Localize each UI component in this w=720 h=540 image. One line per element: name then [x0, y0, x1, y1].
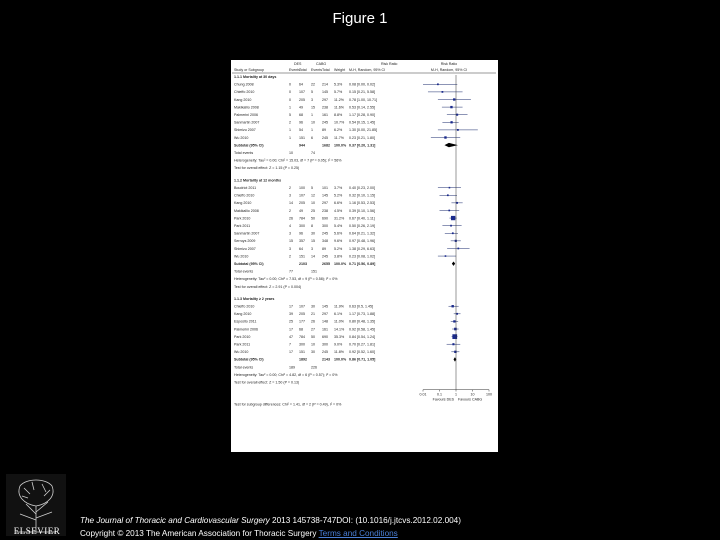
risk-ratio-ci: 1.17 [0.28, 0.90]	[349, 113, 375, 117]
total-des: 205	[299, 97, 305, 102]
axis-tick-label: 1	[455, 392, 457, 397]
point-estimate	[444, 136, 446, 138]
weight: 5.3%	[334, 82, 343, 87]
study-name: Park 2010	[234, 216, 251, 221]
events-cabg: 5	[311, 185, 313, 190]
events-des: 3	[289, 246, 291, 251]
events-cabg: 8	[311, 223, 313, 228]
events-cabg: 27	[311, 327, 315, 332]
events-cabg: 1	[311, 113, 313, 117]
events-cabg: 15	[311, 105, 315, 110]
study-name: Palmerini 2006	[234, 113, 258, 117]
total-des: 784	[299, 216, 305, 221]
risk-ratio-ci: 0.84 [0.54, 1.24]	[349, 334, 375, 339]
events-cabg: 10	[311, 120, 315, 125]
weight: 4.5%	[334, 208, 343, 213]
header-total1: Total	[299, 68, 307, 72]
events-des: 0	[289, 90, 291, 95]
events-cabg: 10	[311, 342, 315, 347]
axis-tick-label: 10	[470, 392, 475, 397]
total-cabg: 89	[322, 246, 326, 251]
risk-ratio-ci: 0.64 [0.21, 1.32]	[349, 231, 375, 236]
axis-tick-label: 0.1	[437, 392, 442, 397]
events-cabg: 3	[311, 246, 313, 251]
header-events1: Events	[289, 68, 300, 72]
weight: 5.7%	[334, 90, 343, 95]
risk-ratio-ci: 0.97 [0.48, 1.96]	[349, 239, 375, 244]
events-des: 3	[289, 231, 291, 236]
study-name: Chieffo 2010	[234, 90, 255, 95]
total-events-label: Total events	[234, 269, 254, 274]
point-estimate	[457, 248, 459, 250]
total-des: 64	[299, 82, 303, 87]
point-estimate	[457, 129, 459, 131]
study-name: Esposito 2011	[234, 319, 257, 324]
header-rr-plot: Risk Ratio	[440, 62, 458, 66]
point-estimate	[449, 187, 451, 189]
point-estimate	[456, 114, 458, 116]
events-des: 47	[289, 334, 293, 339]
study-name: Sanmartin 2007	[234, 231, 260, 236]
total-cabg: 145	[322, 193, 328, 198]
study-name: Wu 2010	[234, 254, 249, 259]
weight: 6.2%	[334, 128, 343, 133]
risk-ratio-ci: 0.53 [0.14, 2.55]	[349, 105, 375, 110]
total-events-label: Total events	[234, 365, 254, 370]
events-des: 3	[289, 193, 291, 198]
total-des: 68	[299, 113, 303, 117]
total-events-des: 189	[289, 365, 295, 370]
total-cabg: 238	[322, 208, 328, 213]
weight: 6.6%	[334, 201, 343, 206]
total-cabg: 145	[322, 304, 328, 309]
events-cabg: 5	[311, 90, 313, 95]
events-des: 0	[289, 97, 291, 102]
forest-plot-svg	[231, 60, 498, 452]
subgroup-label: 1.1.1 Mortality at 30 days	[234, 75, 277, 79]
weight: 9.6%	[334, 239, 343, 244]
subtotal-ci: 0.86 [0.71, 1.05]	[349, 357, 376, 362]
subgroup-label: 1.1.2 Mortality at 12 months	[234, 178, 282, 183]
weight: 9.0%	[334, 342, 343, 347]
study-name: Kang 2010	[234, 97, 252, 102]
risk-ratio-ci: 0.39 [0.10, 1.56]	[349, 208, 375, 213]
risk-ratio-ci: 0.32 [0.10, 1.15]	[349, 193, 375, 198]
total-des: 100	[299, 185, 305, 190]
risk-ratio-ci: 0.67 [0.40, 1.11]	[349, 216, 375, 221]
events-cabg: 10	[311, 201, 315, 206]
total-cabg: 245	[322, 350, 328, 355]
events-cabg: 50	[311, 216, 315, 221]
point-estimate	[445, 255, 447, 257]
study-name: Makikallio 2008	[234, 105, 259, 110]
events-cabg: 3	[311, 97, 313, 102]
point-estimate	[447, 194, 449, 196]
subtotal-total-des: 944	[299, 143, 305, 148]
risk-ratio-ci: 0.63 [0.5, 1.45]	[349, 304, 373, 309]
events-des: 5	[289, 113, 291, 117]
events-des: 17	[289, 350, 293, 355]
events-cabg: 30	[311, 350, 315, 355]
axis-label-left: Favours DES	[432, 397, 454, 402]
point-estimate	[452, 334, 457, 339]
events-des: 2	[289, 120, 291, 125]
header-study: Study or Subgroup	[234, 68, 264, 72]
weight: 5.2%	[334, 246, 343, 251]
risk-ratio-ci: 1.30 [0.00, 21.85]	[349, 128, 377, 133]
events-cabg: 22	[311, 82, 315, 87]
events-cabg: 12	[311, 193, 315, 198]
point-estimate	[451, 216, 455, 220]
subtotal-weight: 100.0%	[334, 261, 347, 266]
weight: 3.8%	[334, 254, 343, 259]
subtotal-weight: 100.0%	[334, 357, 347, 362]
risk-ratio-ci: 0.08 [0.00, 0.02]	[349, 82, 375, 87]
total-des: 49	[299, 208, 303, 213]
study-name: Wu 2010	[234, 135, 249, 140]
study-name: Chieffo 2010	[234, 304, 255, 309]
citation-block	[80, 514, 710, 540]
events-cabg: 14	[311, 254, 315, 259]
axis-label-right: Favours CABG	[458, 397, 483, 402]
risk-ratio-ci: 0.78 [1.00, 10.71]	[349, 97, 377, 102]
study-name: Park 2010	[234, 334, 251, 339]
events-des: 0	[289, 82, 291, 87]
point-estimate	[452, 343, 454, 345]
weight: 5.2%	[334, 193, 343, 198]
study-name: Chieffo 2010	[234, 193, 255, 198]
events-cabg: 21	[311, 312, 315, 317]
risk-ratio-ci: 0.70 [0.27, 1.81]	[349, 342, 375, 347]
point-estimate	[452, 232, 454, 234]
study-name: Park 2011	[234, 223, 251, 228]
total-des: 151	[299, 135, 305, 140]
total-events-des: 10	[289, 151, 293, 155]
study-name: Serruys 2009	[234, 239, 256, 244]
subtotal-label: Subtotal (95% CI)	[234, 357, 264, 362]
total-cabg: 245	[322, 254, 328, 259]
terms-link[interactable]: Terms and Conditions	[318, 529, 398, 538]
study-name: Kang 2010	[234, 312, 252, 317]
events-des: 2	[289, 254, 291, 259]
subtotal-ci: 0.71 [0.56, 0.89]	[349, 261, 376, 266]
weight: 5.4%	[334, 223, 343, 228]
weight: 5.6%	[334, 231, 343, 236]
total-cabg: 245	[322, 120, 328, 125]
total-des: 54	[299, 128, 303, 133]
subtotal-total-cabg: 1682	[322, 143, 330, 148]
total-des: 300	[299, 342, 305, 347]
point-estimate	[454, 328, 457, 331]
total-des: 205	[299, 312, 305, 317]
header-plot-sub: M-H, Random, 95% CI	[430, 68, 468, 72]
total-cabg: 101	[322, 185, 328, 190]
header-group2: CABG	[316, 62, 327, 66]
study-name: Palmerini 2006	[234, 327, 258, 332]
total-cabg: 245	[322, 135, 328, 140]
overall-effect-text: Test for overall effect: Z = 2.91 (P = 0.004)	[234, 284, 302, 289]
point-estimate	[450, 121, 452, 123]
axis-tick-label: 100	[486, 392, 492, 397]
total-cabg: 297	[322, 97, 328, 102]
events-des: 1	[289, 135, 291, 140]
events-des: 2	[289, 208, 291, 213]
weight: 11.7%	[334, 135, 344, 140]
risk-ratio-ci: 0.92 [0.52, 1.60]	[349, 350, 375, 355]
risk-ratio-ci: 0.15 [0.21, 5.58]	[349, 90, 375, 95]
study-name: Kang 2010	[234, 201, 252, 206]
weight: 31.2%	[334, 216, 345, 221]
total-des: 96	[299, 120, 303, 125]
total-cabg: 297	[322, 312, 328, 317]
total-cabg: 690	[322, 216, 328, 221]
weight: 11.0%	[334, 319, 344, 324]
heterogeneity-text: Heterogeneity: Tau² = 0.00; Chi² = 7.53, df = 9 (P = 0.58); I² = 0%	[234, 277, 338, 282]
point-estimate	[456, 313, 458, 315]
subtotal-diamond	[452, 261, 455, 265]
events-des: 39	[289, 312, 293, 317]
forest-plot-figure	[231, 60, 498, 452]
risk-ratio-ci: 0.50 [0.26, 2.19]	[349, 223, 375, 228]
events-cabg: 1	[311, 128, 313, 133]
total-des: 300	[299, 223, 305, 228]
total-events-cabg: 226	[311, 365, 317, 370]
total-des: 357	[299, 239, 305, 244]
total-des: 151	[299, 254, 305, 259]
total-events-cabg: 151	[311, 269, 317, 274]
heterogeneity-text: Heterogeneity: Tau² = 0.00; Chi² = 15.03, df = 7 (P = 0.05); I² = 56%	[234, 158, 342, 163]
axis-tick-label: 0.01	[419, 392, 427, 397]
weight: 11.2%	[334, 97, 344, 102]
events-des: 1	[289, 105, 291, 110]
point-estimate	[456, 202, 458, 204]
risk-ratio-ci: 1.38 [0.29, 6.63]	[349, 246, 375, 251]
total-cabg: 297	[322, 201, 328, 206]
events-cabg: 25	[311, 208, 315, 213]
total-cabg: 300	[322, 223, 328, 228]
study-name: Makikallio 2008	[234, 208, 259, 213]
subtotal-weight: 100.0%	[334, 143, 347, 148]
total-cabg: 161	[322, 327, 328, 332]
events-des: 7	[289, 342, 291, 347]
weight: 11.9%	[334, 304, 344, 309]
total-des: 107	[299, 193, 305, 198]
overall-effect-text: Test for overall effect: Z = 1.50 (P = 0.13)	[234, 380, 300, 385]
subtotal-ci: 0.37 [0.20, 1.31]	[349, 143, 376, 148]
point-estimate	[453, 98, 455, 100]
weight: 11.6%	[334, 105, 344, 110]
total-des: 784	[299, 334, 305, 339]
study-name: Shimizu 2007	[234, 128, 256, 133]
point-estimate	[451, 305, 453, 307]
risk-ratio-ci: 1.17 [0.73, 1.88]	[349, 312, 375, 317]
heterogeneity-text: Heterogeneity: Tau² = 0.00; Chi² = 4.82, df = 6 (P = 0.57); I² = 0%	[234, 372, 338, 377]
weight: 3.7%	[334, 185, 343, 190]
total-des: 96	[299, 231, 303, 236]
header-total2: Total	[322, 68, 330, 72]
total-cabg: 89	[322, 128, 326, 133]
risk-ratio-ci: 1.16 [0.53, 2.53]	[349, 201, 375, 206]
total-des: 107	[299, 304, 305, 309]
risk-ratio-ci: 0.23 [0.08, 1.02]	[349, 254, 375, 259]
subtotal-label: Subtotal (95% CI)	[234, 261, 264, 266]
events-des: 14	[289, 201, 293, 206]
total-des: 151	[299, 350, 305, 355]
total-des: 107	[299, 90, 305, 95]
weight: 35.3%	[334, 334, 345, 339]
risk-ratio-ci: 0.40 [0.23, 2.00]	[349, 185, 375, 190]
events-cabg: 6	[311, 135, 313, 140]
subtotal-total-des: 2103	[299, 261, 307, 266]
events-des: 17	[289, 304, 293, 309]
point-estimate	[437, 83, 439, 85]
total-cabg: 348	[322, 239, 328, 244]
subgroup-label: 1.1.3 Mortality ≥ 2 years	[234, 296, 275, 301]
total-des: 205	[299, 201, 305, 206]
total-cabg: 690	[322, 334, 328, 339]
weight: 6.1%	[334, 312, 343, 317]
total-cabg: 148	[322, 319, 328, 324]
weight: 8.8%	[334, 113, 343, 117]
total-des: 68	[299, 327, 303, 332]
events-cabg: 30	[311, 304, 315, 309]
total-events-cabg: 74	[311, 151, 315, 155]
events-cabg: 50	[311, 334, 315, 339]
subtotal-label: Subtotal (95% CI)	[234, 143, 264, 148]
header-rr-sub: M-H, Random, 95% CI	[349, 68, 386, 72]
header-rr-text: Risk Ratio	[381, 62, 398, 66]
total-events-des: 77	[289, 269, 293, 274]
subtotal-total-cabg: 2655	[322, 261, 330, 266]
figure-title: Figure 1	[332, 10, 388, 27]
copyright-line	[80, 527, 710, 540]
risk-ratio-ci: 0.92 [0.58, 1.45]	[349, 327, 375, 332]
subtotal-total-des: 1892	[299, 357, 307, 362]
risk-ratio-ci: 0.80 [0.48, 1.35]	[349, 319, 375, 324]
total-cabg: 214	[322, 82, 328, 87]
total-cabg: 245	[322, 231, 328, 236]
header-events2: Events	[311, 68, 322, 72]
point-estimate	[442, 91, 444, 93]
header-weight: Weight	[334, 68, 346, 72]
citation-line	[80, 514, 710, 527]
total-cabg: 238	[322, 105, 328, 110]
events-des: 1	[289, 128, 291, 133]
publisher-name: ELSEVIER	[13, 526, 61, 536]
events-des: 17	[289, 327, 293, 332]
study-name: Park 2011	[234, 342, 251, 347]
point-estimate	[450, 225, 452, 227]
events-des: 15	[289, 239, 293, 244]
study-name: Sanmartin 2007	[234, 120, 260, 125]
subtotal-total-cabg: 2143	[322, 357, 330, 362]
study-name: Wu 2010	[234, 350, 249, 355]
point-estimate	[453, 320, 455, 322]
events-cabg: 30	[311, 231, 315, 236]
events-des: 2	[289, 185, 291, 190]
weight: 11.8%	[334, 350, 344, 355]
copyright-text: Copyright © 2013 The American Association for Thoracic Surgery	[80, 529, 319, 538]
events-des: 26	[289, 216, 293, 221]
total-events-label: Total events	[234, 151, 254, 155]
events-des: 4	[289, 223, 291, 228]
events-des: 25	[289, 319, 293, 324]
subgroup-differences-text: Test for subgroup differences: Chi² = 1.41, df = 2 (P = 0.49), I² = 0%	[234, 402, 342, 407]
total-des: 64	[299, 246, 303, 251]
citation-details: 2013 145738-747DOI: (10.1016/j.jtcvs.2012.02.004)	[269, 516, 461, 525]
total-des: 177	[299, 319, 305, 324]
total-des: 49	[299, 105, 303, 110]
events-cabg: 26	[311, 319, 315, 324]
total-cabg: 145	[322, 90, 328, 95]
header-group1: DES	[294, 62, 302, 66]
weight: 14.1%	[334, 327, 345, 332]
study-name: Shimizu 2007	[234, 246, 256, 251]
point-estimate	[448, 210, 450, 212]
risk-ratio-ci: 0.54 [0.15, 1.45]	[349, 120, 375, 125]
overall-effect-text: Test for overall effect: Z = 1.15 (P = 0.25)	[234, 166, 300, 171]
study-name: Boudriot 2011	[234, 185, 257, 190]
total-cabg: 300	[322, 342, 328, 347]
risk-ratio-ci: 0.23 [0.21, 1.80]	[349, 135, 375, 140]
weight: 10.7%	[334, 120, 345, 125]
point-estimate	[450, 106, 452, 108]
events-cabg: 15	[311, 239, 315, 244]
journal-name: The Journal of Thoracic and Cardiovascular Surgery	[80, 516, 270, 525]
total-cabg: 161	[322, 113, 328, 117]
study-name: Chung 2008	[234, 82, 254, 87]
